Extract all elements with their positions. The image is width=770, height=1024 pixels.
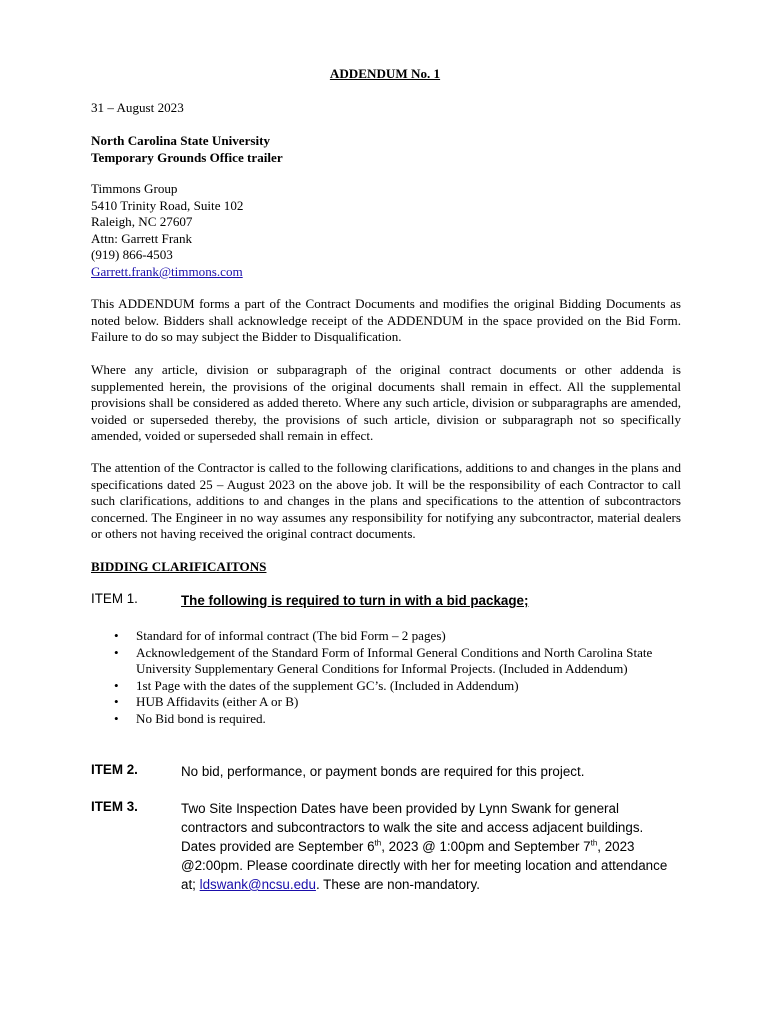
list-item: • HUB Affidavits (either A or B) bbox=[114, 694, 299, 710]
addendum-date: 31 – August 2023 bbox=[91, 100, 184, 115]
list-item: • Acknowledgement of the Standard Form of Informal General Conditions and North Carolina State University Supplementary General Conditions for Informal Projects. (Included in Addendum) bbox=[114, 644, 653, 677]
section-heading: BIDDING CLARIFICAITONS bbox=[91, 559, 267, 574]
item1-label: ITEM 1. bbox=[91, 591, 138, 606]
paragraph-attention: The attention of the Contractor is called to the following clarifications, additions to and changes in the plans and specifications dated 25 – August 2023 on the above job. It will be the responsibility of each Contractor to call such clarifications, additions to and changes in the plans and specifications to the attention of subcontractors concerned. The Engineer in no way assumes any responsibility for notifying any subcontractor, material dealers or others not having received the original contract documents. bbox=[91, 460, 681, 542]
bullet-icon: • bbox=[114, 694, 119, 710]
contact-email-link[interactable]: Garrett.frank@timmons.com bbox=[91, 263, 243, 279]
list-item: • Standard for of informal contract (The bid Form – 2 pages) bbox=[114, 628, 446, 643]
item1-bullet-list bbox=[91, 628, 681, 728]
contact-address-line1: 5410 Trinity Road, Suite 102 bbox=[91, 197, 244, 213]
item2-label: ITEM 2. bbox=[91, 762, 138, 777]
project-university: North Carolina State University bbox=[91, 133, 271, 148]
item3-label: ITEM 3. bbox=[91, 799, 138, 814]
bullet-icon: • bbox=[114, 628, 119, 643]
list-item: • No Bid bond is required. bbox=[114, 710, 266, 726]
item2-text: No bid, performance, or payment bonds are required for this project. bbox=[181, 764, 585, 779]
bullet-icon: • bbox=[114, 644, 119, 660]
paragraph-intro: This ADDENDUM forms a part of the Contract Documents and modifies the original Bidding Documents as noted below. Bidders shall acknowledge receipt of the ADDENDUM in the space provided on the Bid Form. Failure to do so may subject the Bidder to Disqualification. bbox=[91, 296, 681, 345]
contact-company: Timmons Group bbox=[91, 181, 178, 196]
item3-text: Two Site Inspection Dates have been provided by Lynn Swank for general contractors and subcontractors to walk the site and access adjacent buildings. Dates provided are September 6th, 2023 @ 1:00pm and September 7th, 2023 @2:00pm. Please coordinate directly with her for meeting location and attendance at; ldswank@ncsu.edu. These are non-mandatory. bbox=[181, 801, 668, 892]
contact-address-line2: Raleigh, NC 27607 bbox=[91, 214, 193, 230]
document-title: ADDENDUM No. 1 bbox=[329, 66, 441, 81]
project-info bbox=[91, 133, 681, 166]
project-name: Temporary Grounds Office trailer bbox=[91, 149, 283, 165]
paragraph-provisions: Where any article, division or subparagraph of the original contract documents or other addenda is supplemented herein, the provisions of the original documents shall remain in effect. All the supplemental provisions shall be considered as added thereto. Where any such article, division or subparagraphs are amended, voided or superseded thereby, the provisions of such article, division or subparagraph not so specifically amended, voided or superseded shall remain in effect. bbox=[91, 362, 681, 444]
contact-attn: Attn: Garrett Frank bbox=[91, 230, 193, 246]
inspection-email-link[interactable]: ldswank@ncsu.edu bbox=[199, 877, 316, 892]
bullet-icon: • bbox=[114, 677, 119, 693]
contact-block bbox=[91, 181, 681, 281]
contact-phone: (919) 866-4503 bbox=[91, 247, 173, 263]
bullet-icon: • bbox=[114, 710, 119, 726]
list-item: • 1st Page with the dates of the supplement GC’s. (Included in Addendum) bbox=[114, 677, 519, 693]
item1-heading: The following is required to turn in with a bid package; bbox=[181, 593, 529, 608]
